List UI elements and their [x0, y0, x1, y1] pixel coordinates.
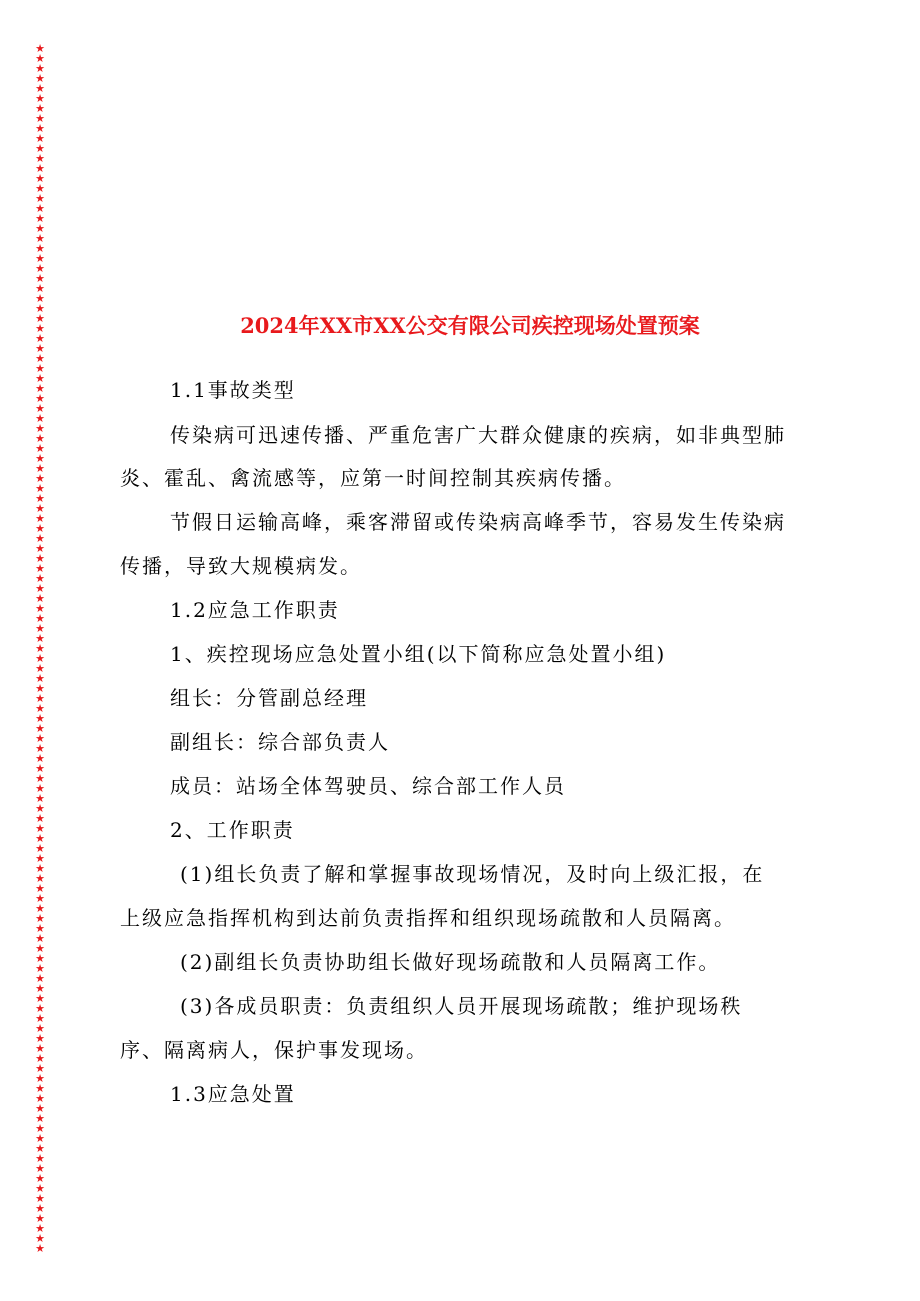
- star-icon: ★: [35, 302, 45, 315]
- star-icon: ★: [35, 802, 45, 815]
- star-icon: ★: [35, 972, 45, 985]
- star-icon: ★: [35, 342, 45, 355]
- star-icon: ★: [35, 262, 45, 275]
- star-icon: ★: [35, 922, 45, 935]
- star-icon: ★: [35, 252, 45, 265]
- star-icon: ★: [35, 522, 45, 535]
- star-icon: ★: [35, 602, 45, 615]
- paragraph-line: (1)组长负责了解和掌握事故现场情况，及时向上级汇报，在: [180, 862, 765, 886]
- star-icon: ★: [35, 572, 45, 585]
- star-icon: ★: [35, 1022, 45, 1035]
- star-icon: ★: [35, 822, 45, 835]
- star-icon: ★: [35, 512, 45, 525]
- star-icon: ★: [35, 452, 45, 465]
- star-icon: ★: [35, 1052, 45, 1065]
- star-icon: ★: [35, 1112, 45, 1125]
- star-icon: ★: [35, 92, 45, 105]
- star-icon: ★: [35, 552, 45, 565]
- star-icon: ★: [35, 462, 45, 475]
- star-icon: ★: [35, 1082, 45, 1095]
- star-icon: ★: [35, 1132, 45, 1145]
- star-icon: ★: [35, 1212, 45, 1225]
- star-icon: ★: [35, 1032, 45, 1045]
- star-icon: ★: [35, 362, 45, 375]
- star-icon: ★: [35, 432, 45, 445]
- star-icon: ★: [35, 72, 45, 85]
- star-icon: ★: [35, 52, 45, 65]
- section-heading: 1.1事故类型: [170, 378, 296, 402]
- star-icon: ★: [35, 772, 45, 785]
- star-icon: ★: [35, 62, 45, 75]
- star-icon: ★: [35, 632, 45, 645]
- star-icon: ★: [35, 992, 45, 1005]
- star-icon: ★: [35, 742, 45, 755]
- star-icon: ★: [35, 682, 45, 695]
- star-icon: ★: [35, 1102, 45, 1115]
- star-icon: ★: [35, 1142, 45, 1155]
- star-icon: ★: [35, 982, 45, 995]
- star-icon: ★: [35, 1012, 45, 1025]
- star-icon: ★: [35, 842, 45, 855]
- star-icon: ★: [35, 242, 45, 255]
- star-icon: ★: [35, 192, 45, 205]
- star-icon: ★: [35, 392, 45, 405]
- section-heading: 1.2应急工作职责: [170, 598, 340, 622]
- star-icon: ★: [35, 122, 45, 135]
- star-icon: ★: [35, 142, 45, 155]
- star-icon: ★: [35, 102, 45, 115]
- star-icon: ★: [35, 1122, 45, 1135]
- star-icon: ★: [35, 1242, 45, 1254]
- star-icon: ★: [35, 862, 45, 875]
- star-icon: ★: [35, 1222, 45, 1235]
- star-icon: ★: [35, 232, 45, 245]
- star-icon: ★: [35, 502, 45, 515]
- star-icon: ★: [35, 872, 45, 885]
- star-border: [33, 44, 47, 1254]
- star-icon: ★: [35, 172, 45, 185]
- star-icon: ★: [35, 542, 45, 555]
- star-icon: ★: [35, 712, 45, 725]
- star-icon: ★: [35, 762, 45, 775]
- paragraph-line: 传染病可迅速传播、严重危害广大群众健康的疾病，如非典型肺: [170, 423, 786, 447]
- star-icon: ★: [35, 722, 45, 735]
- star-icon: ★: [35, 592, 45, 605]
- star-icon: ★: [35, 322, 45, 335]
- star-icon: ★: [35, 412, 45, 425]
- star-icon: ★: [35, 532, 45, 545]
- star-icon: ★: [35, 622, 45, 635]
- star-icon: ★: [35, 732, 45, 745]
- star-icon: ★: [35, 692, 45, 705]
- star-icon: ★: [35, 492, 45, 505]
- star-icon: ★: [35, 832, 45, 845]
- paragraph-line: 节假日运输高峰，乘客滞留或传染病高峰季节，容易发生传染病: [170, 510, 786, 534]
- star-icon: ★: [35, 1202, 45, 1215]
- star-icon: ★: [35, 942, 45, 955]
- star-icon: ★: [35, 1042, 45, 1055]
- paragraph-line: (2)副组长负责协助组长做好现场疏散和人员隔离工作。: [180, 950, 721, 974]
- star-icon: ★: [35, 662, 45, 675]
- star-icon: ★: [35, 932, 45, 945]
- paragraph-line: 炎、霍乱、禽流感等，应第一时间控制其疾病传播。: [120, 466, 626, 490]
- star-icon: ★: [35, 352, 45, 365]
- star-icon: ★: [35, 152, 45, 165]
- star-icon: ★: [35, 702, 45, 715]
- star-icon: ★: [35, 292, 45, 305]
- star-icon: ★: [35, 882, 45, 895]
- star-icon: ★: [35, 912, 45, 925]
- star-icon: ★: [35, 162, 45, 175]
- star-icon: ★: [35, 1162, 45, 1175]
- star-icon: ★: [35, 962, 45, 975]
- star-icon: ★: [35, 282, 45, 295]
- paragraph-line: 2、工作职责: [170, 818, 295, 842]
- paragraph-line: 成员：站场全体驾驶员、综合部工作人员: [170, 774, 566, 798]
- paragraph-line: 1、疾控现场应急处置小组(以下简称应急处置小组): [170, 642, 667, 666]
- star-icon: ★: [35, 782, 45, 795]
- star-icon: ★: [35, 672, 45, 685]
- section-heading: 1.3应急处置: [170, 1082, 296, 1106]
- star-icon: ★: [35, 482, 45, 495]
- paragraph-line: 传播，导致大规模病发。: [120, 554, 362, 578]
- star-icon: ★: [35, 1092, 45, 1105]
- star-icon: ★: [35, 1232, 45, 1245]
- star-icon: ★: [35, 1182, 45, 1195]
- star-icon: ★: [35, 182, 45, 195]
- star-icon: ★: [35, 902, 45, 915]
- star-icon: ★: [35, 202, 45, 215]
- star-icon: ★: [35, 812, 45, 825]
- paragraph-line: 上级应急指挥机构到达前负责指挥和组织现场疏散和人员隔离。: [120, 906, 736, 930]
- star-icon: ★: [35, 332, 45, 345]
- star-icon: ★: [35, 442, 45, 455]
- star-icon: ★: [35, 132, 45, 145]
- star-icon: ★: [35, 952, 45, 965]
- star-icon: ★: [35, 642, 45, 655]
- star-icon: ★: [35, 44, 45, 55]
- star-icon: ★: [35, 1152, 45, 1165]
- star-icon: ★: [35, 892, 45, 905]
- star-icon: ★: [35, 212, 45, 225]
- star-icon: ★: [35, 222, 45, 235]
- paragraph-line: 组长：分管副总经理: [170, 686, 368, 710]
- star-icon: ★: [35, 1172, 45, 1185]
- star-icon: ★: [35, 1062, 45, 1075]
- star-icon: ★: [35, 562, 45, 575]
- star-icon: ★: [35, 422, 45, 435]
- star-icon: ★: [35, 652, 45, 665]
- paragraph-line: 序、隔离病人，保护事发现场。: [120, 1038, 428, 1062]
- star-icon: ★: [35, 272, 45, 285]
- star-icon: ★: [35, 612, 45, 625]
- star-icon: ★: [35, 1002, 45, 1015]
- star-icon: ★: [35, 112, 45, 125]
- star-icon: ★: [35, 852, 45, 865]
- star-icon: ★: [35, 792, 45, 805]
- paragraph-line: 副组长：综合部负责人: [170, 730, 390, 754]
- paragraph-line: (3)各成员职责：负责组织人员开展现场疏散；维护现场秩: [180, 994, 743, 1018]
- star-icon: ★: [35, 1072, 45, 1085]
- star-icon: ★: [35, 752, 45, 765]
- document-title: 2024年XX市XX公交有限公司疾控现场处置预案: [240, 313, 700, 338]
- star-icon: ★: [35, 472, 45, 485]
- star-icon: ★: [35, 82, 45, 95]
- star-icon: ★: [35, 402, 45, 415]
- star-icon: ★: [35, 1192, 45, 1205]
- document-page: [120, 0, 820, 1301]
- star-icon: ★: [35, 312, 45, 325]
- star-icon: ★: [35, 582, 45, 595]
- star-icon: ★: [35, 382, 45, 395]
- star-icon: ★: [35, 372, 45, 385]
